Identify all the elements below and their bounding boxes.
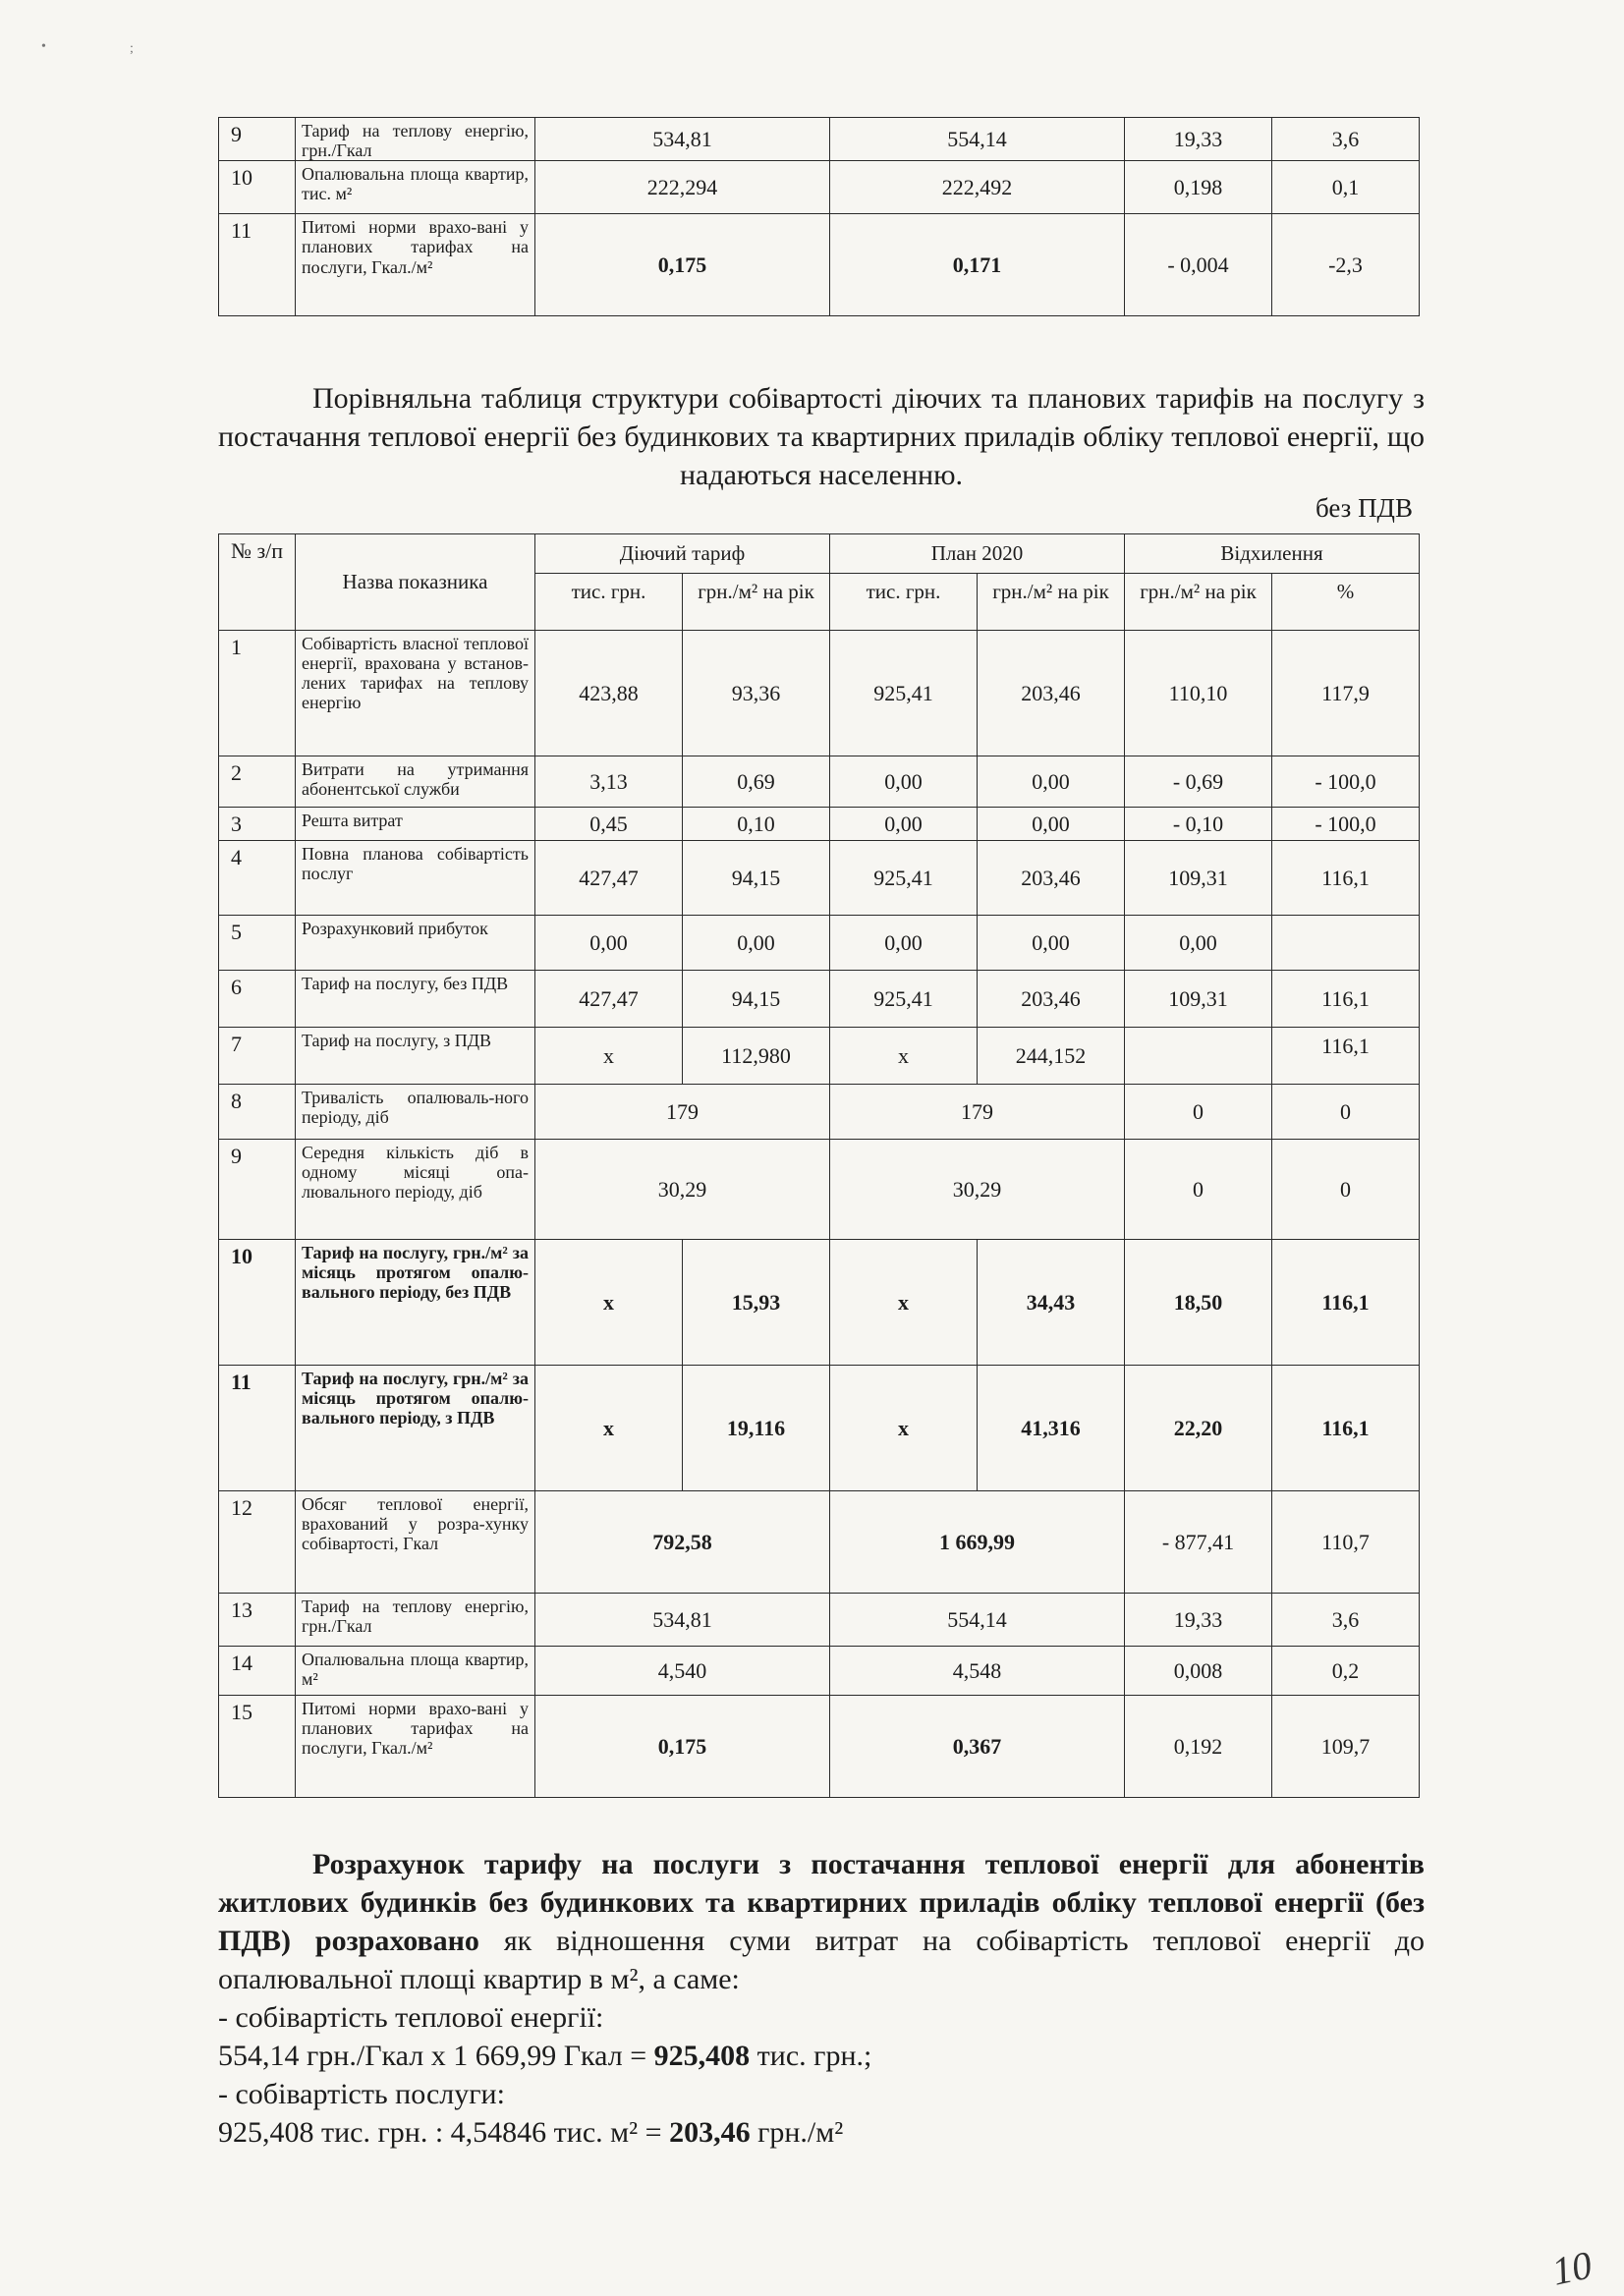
cell: 116,1 [1272, 841, 1420, 916]
cell [1272, 916, 1420, 971]
row-number: 1 [219, 631, 296, 756]
row-name: Розрахунковий прибуток [296, 916, 535, 971]
cell: 116,1 [1272, 1028, 1420, 1085]
row-name: Витрати на утримання абонентської служби [296, 756, 535, 808]
table-row [219, 756, 1420, 808]
row-number: 9 [219, 118, 296, 161]
top-table [218, 117, 1420, 316]
cell: х [535, 1366, 683, 1491]
cell: - 100,0 [1272, 756, 1420, 808]
table-row [219, 1240, 1420, 1366]
table-row [219, 214, 1420, 316]
comparison-title: Порівняльна таблиця структури собівартості діючих та планових тарифів на послугу з постачання теплової енергії без будинкових та квартирних приладів обліку теплової енергії, що надаються населенню. [218, 382, 1425, 491]
cell: 0,00 [978, 916, 1125, 971]
cell: 0,008 [1125, 1647, 1272, 1696]
cell: -2,3 [1272, 214, 1420, 316]
row-number: 9 [219, 1140, 296, 1240]
row-name: Питомі норми врахо-вані у планових тарифах на послуги, Гкал./м² [296, 1696, 535, 1798]
row-number: 8 [219, 1085, 296, 1140]
cell: 34,43 [978, 1240, 1125, 1366]
calculation-rest: як відношення суми витрат на собівартість теплової енергії до опалювальної площі квартир в м², а саме: [218, 1925, 1425, 1995]
cell: 0 [1272, 1140, 1420, 1240]
cell: 554,14 [830, 1594, 1125, 1647]
cell: х [830, 1366, 978, 1491]
table-row [219, 1366, 1420, 1491]
cell: 0,10 [683, 808, 830, 841]
row-name: Опалювальна площа квартир, м² [296, 1647, 535, 1696]
cell: 0,192 [1125, 1696, 1272, 1798]
table-row [219, 971, 1420, 1028]
cell [1125, 1028, 1272, 1085]
cell: 109,7 [1272, 1696, 1420, 1798]
cell: 0 [1272, 1085, 1420, 1140]
cell: 0 [1125, 1085, 1272, 1140]
table-row [219, 631, 1420, 756]
table-row [219, 808, 1420, 841]
cell: х [830, 1240, 978, 1366]
cost-heat-label: - собівартість теплової енергії: [218, 2001, 604, 2034]
row-name: Повна планова собівартість послуг [296, 841, 535, 916]
cell: 792,58 [535, 1491, 830, 1594]
cell: 0,175 [535, 214, 830, 316]
cell: 203,46 [978, 971, 1125, 1028]
row-name: Тариф на послугу, без ПДВ [296, 971, 535, 1028]
cell: 22,20 [1125, 1366, 1272, 1491]
cell: 0,00 [830, 916, 978, 971]
subheader-thous: тис. грн. [535, 574, 683, 631]
no-vat-note: без ПДВ [1315, 493, 1413, 523]
table-row [219, 1696, 1420, 1798]
scan-speck: ; [130, 41, 134, 56]
row-number: 6 [219, 971, 296, 1028]
row-number: 14 [219, 1647, 296, 1696]
subheader-per-m2: грн./м² на рік [683, 574, 830, 631]
cell: 4,548 [830, 1647, 1125, 1696]
cell: 0,00 [978, 808, 1125, 841]
row-number: 10 [219, 1240, 296, 1366]
comparison-table [218, 533, 1420, 1798]
table-row [219, 916, 1420, 971]
row-number: 5 [219, 916, 296, 971]
cell: 244,152 [978, 1028, 1125, 1085]
cell: 534,81 [535, 1594, 830, 1647]
cell: 925,41 [830, 841, 978, 916]
cell: 15,93 [683, 1240, 830, 1366]
cell: 203,46 [978, 631, 1125, 756]
cell: 116,1 [1272, 1240, 1420, 1366]
cell: 0 [1125, 1140, 1272, 1240]
cell: 41,316 [978, 1366, 1125, 1491]
cell: 0,00 [978, 756, 1125, 808]
scan-speck: • [41, 39, 46, 54]
row-name: Тариф на теплову енергію, грн./Гкал [296, 1594, 535, 1647]
row-number: 10 [219, 161, 296, 214]
cell: 19,33 [1125, 118, 1272, 161]
table-row [219, 1140, 1420, 1240]
cell: 427,47 [535, 971, 683, 1028]
cell: 110,10 [1125, 631, 1272, 756]
cell: 0,2 [1272, 1647, 1420, 1696]
cell: 925,41 [830, 971, 978, 1028]
cell: х [830, 1028, 978, 1085]
cell: 534,81 [535, 118, 830, 161]
table-row [219, 161, 1420, 214]
header-row [219, 534, 1420, 574]
cell: 0,175 [535, 1696, 830, 1798]
cell: - 877,41 [1125, 1491, 1272, 1594]
table-row [219, 1647, 1420, 1696]
cell: 3,6 [1272, 1594, 1420, 1647]
cell: - 0,004 [1125, 214, 1272, 316]
cell: 0,45 [535, 808, 683, 841]
table-row [219, 841, 1420, 916]
calculation-paragraph [218, 1845, 1425, 1998]
row-number: 11 [219, 214, 296, 316]
cell: 3,13 [535, 756, 683, 808]
row-name: Решта витрат [296, 808, 535, 841]
cell: 116,1 [1272, 971, 1420, 1028]
cell: 30,29 [830, 1140, 1125, 1240]
row-number: 4 [219, 841, 296, 916]
cell: 0,1 [1272, 161, 1420, 214]
cell: 117,9 [1272, 631, 1420, 756]
cell: 925,41 [830, 631, 978, 756]
row-number: 7 [219, 1028, 296, 1085]
cell: 94,15 [683, 971, 830, 1028]
row-name: Тривалість опалюваль-ного періоду, діб [296, 1085, 535, 1140]
cell: 222,492 [830, 161, 1125, 214]
row-name: Собівартість власної теплової енергії, врахована у встанов-лених тарифах на теплову енергію [296, 631, 535, 756]
subheader-per-m2: грн./м² на рік [1125, 574, 1272, 631]
cell: 0,00 [830, 756, 978, 808]
page-number: 10 [1547, 2242, 1596, 2294]
cell: 30,29 [535, 1140, 830, 1240]
cell: 109,31 [1125, 841, 1272, 916]
cell: 109,31 [1125, 971, 1272, 1028]
cell: 93,36 [683, 631, 830, 756]
cell: 0,198 [1125, 161, 1272, 214]
row-name: Питомі норми врахо-вані у планових тарифах на послуги, Гкал./м² [296, 214, 535, 316]
cell: - 0,10 [1125, 808, 1272, 841]
row-number: 3 [219, 808, 296, 841]
cell: - 0,69 [1125, 756, 1272, 808]
calculation-intro: Розрахунок тарифу на послуги з постачання теплової енергії для абонентів житлових будинків без будинкових та квартирних приладів обліку теплової енергії (без ПДВ) розраховано [218, 1848, 1425, 1957]
row-number: 2 [219, 756, 296, 808]
cell: 4,540 [535, 1647, 830, 1696]
cost-heat-formula: 554,14 грн./Гкал х 1 669,99 Гкал = 925,408 тис. грн.; [218, 2040, 872, 2072]
cell: 110,7 [1272, 1491, 1420, 1594]
cell: 116,1 [1272, 1366, 1420, 1491]
cost-service-formula: 925,408 тис. грн. : 4,54846 тис. м² = 203,46 грн./м² [218, 2116, 844, 2149]
cell: 3,6 [1272, 118, 1420, 161]
cell: - 100,0 [1272, 808, 1420, 841]
row-name: Тариф на послугу, з ПДВ [296, 1028, 535, 1085]
cell: 0,69 [683, 756, 830, 808]
cell: 179 [830, 1085, 1125, 1140]
cell: 179 [535, 1085, 830, 1140]
row-name: Обсяг теплової енергії, врахований у розра-хунку собівартості, Гкал [296, 1491, 535, 1594]
header-plan: План 2020 [830, 534, 1125, 574]
cell: 0,00 [535, 916, 683, 971]
cell: х [535, 1240, 683, 1366]
table-row [219, 1491, 1420, 1594]
table-row [219, 118, 1420, 161]
cell: 0,171 [830, 214, 1125, 316]
header-name: Назва показника [296, 534, 535, 631]
table-row [219, 1028, 1420, 1085]
row-name: Середня кількість діб в одному місяці опа-лювального періоду, діб [296, 1140, 535, 1240]
row-name: Тариф на теплову енергію, грн./Гкал [296, 118, 535, 161]
table-row [219, 1085, 1420, 1140]
row-name: Тариф на послугу, грн./м² за місяць протягом опалю-вального періоду, без ПДВ [296, 1240, 535, 1366]
cell: 94,15 [683, 841, 830, 916]
subheader-thous: тис. грн. [830, 574, 978, 631]
row-number: 15 [219, 1696, 296, 1798]
row-name: Опалювальна площа квартир, тис. м² [296, 161, 535, 214]
row-number: 11 [219, 1366, 296, 1491]
header-deviation: Відхилення [1125, 534, 1420, 574]
subheader-percent: % [1272, 574, 1420, 631]
cell: 0,00 [683, 916, 830, 971]
cell: 19,116 [683, 1366, 830, 1491]
header-num: № з/п [219, 534, 296, 631]
cell: 423,88 [535, 631, 683, 756]
row-number: 13 [219, 1594, 296, 1647]
cell: 203,46 [978, 841, 1125, 916]
cell: 112,980 [683, 1028, 830, 1085]
cell: 1 669,99 [830, 1491, 1125, 1594]
cell: 554,14 [830, 118, 1125, 161]
cell: 427,47 [535, 841, 683, 916]
table-row [219, 1594, 1420, 1647]
cell: 0,00 [1125, 916, 1272, 971]
cell: 222,294 [535, 161, 830, 214]
cost-service-label: - собівартість послуги: [218, 2078, 505, 2110]
cell: 0,00 [830, 808, 978, 841]
row-number: 12 [219, 1491, 296, 1594]
cell: х [535, 1028, 683, 1085]
subheader-per-m2: грн./м² на рік [978, 574, 1125, 631]
header-current: Діючий тариф [535, 534, 830, 574]
cell: 19,33 [1125, 1594, 1272, 1647]
cell: 0,367 [830, 1696, 1125, 1798]
cell: 18,50 [1125, 1240, 1272, 1366]
row-name: Тариф на послугу, грн./м² за місяць протягом опалю-вального періоду, з ПДВ [296, 1366, 535, 1491]
